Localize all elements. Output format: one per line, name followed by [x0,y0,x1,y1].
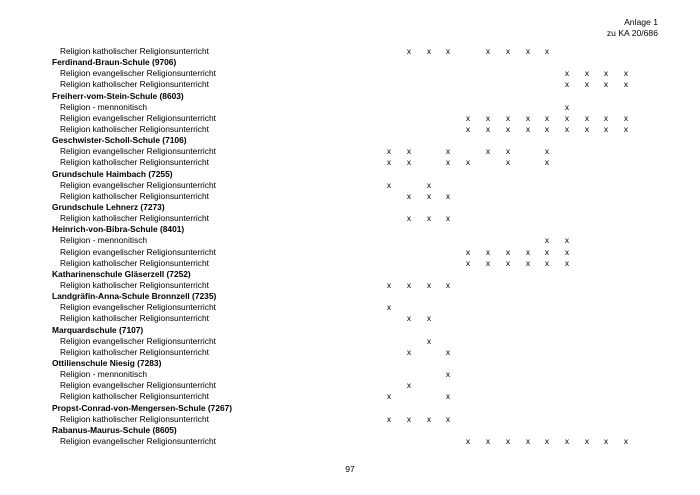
mark-x: x [445,346,451,357]
mark-x: x [505,257,511,268]
mark-x: x [406,190,412,201]
subject-row [0,68,700,79]
mark-x: x [525,257,531,268]
mark-x: x [465,157,471,168]
mark-x: x [426,179,432,190]
mark-x: x [544,123,550,134]
subject-row [0,280,700,291]
mark-x: x [623,112,629,123]
mark-x: x [426,213,432,224]
subject-label: Religion katholischer Religionsunterricht [60,157,209,168]
subject-row [0,247,700,258]
mark-x: x [465,112,471,123]
mark-x: x [485,246,491,257]
mark-x: x [623,79,629,90]
subject-label: Religion - mennonitisch [60,369,148,380]
mark-x: x [406,146,412,157]
mark-x: x [445,46,451,56]
mark-x: x [525,123,531,134]
mark-x: x [445,157,451,168]
mark-x: x [386,391,392,402]
mark-x: x [544,235,550,246]
school-heading-row [0,325,700,336]
subject-label: Religion katholischer Religionsunterricht [60,257,209,268]
school-heading-row [0,403,700,414]
header-line-1: Anlage 1 [624,17,658,27]
school-name: Landgräfin-Anna-Schule Bronnzell (7235) [52,291,217,302]
mark-x: x [525,246,531,257]
mark-x: x [465,435,471,446]
mark-x: x [386,146,392,157]
mark-x: x [603,112,609,123]
subject-row [0,235,700,246]
subject-label: Religion katholischer Religionsunterricht [60,413,209,424]
mark-x: x [406,157,412,168]
mark-x: x [544,257,550,268]
subject-row [0,213,700,224]
mark-x: x [544,46,550,56]
school-name: Ottilienschule Niesig (7283) [52,357,162,368]
mark-x: x [505,435,511,446]
mark-x: x [406,213,412,224]
subject-row [0,191,700,202]
school-name: Heinrich-von-Bibra-Schule (8401) [52,224,185,235]
mark-x: x [564,112,570,123]
subject-label: Religion evangelischer Religionsunterricht [60,179,216,190]
page-header [607,17,658,39]
subject-row [0,46,700,57]
mark-x: x [505,112,511,123]
mark-x: x [386,413,392,424]
mark-x: x [505,246,511,257]
mark-x: x [445,413,451,424]
school-heading-row [0,358,700,369]
mark-x: x [485,257,491,268]
subject-row [0,302,700,313]
mark-x: x [603,123,609,134]
mark-x: x [426,46,432,56]
subject-label: Religion evangelischer Religionsunterricht [60,302,216,313]
subject-label: Religion evangelischer Religionsunterricht [60,335,216,346]
subject-row [0,157,700,168]
subject-label: Religion katholischer Religionsunterricht [60,313,209,324]
mark-x: x [386,302,392,313]
mark-x: x [544,146,550,157]
subject-label: Religion evangelischer Religionsunterricht [60,435,216,446]
page-number: 97 [345,464,355,474]
school-name: Marquardschule (7107) [52,324,144,335]
mark-x: x [544,435,550,446]
mark-x: x [603,68,609,79]
mark-x: x [505,46,511,56]
mark-x: x [445,213,451,224]
mark-x: x [603,435,609,446]
mark-x: x [406,46,412,56]
school-heading-row [0,202,700,213]
mark-x: x [623,123,629,134]
mark-x: x [445,391,451,402]
subject-label: Religion - mennonitisch [60,235,148,246]
subject-label: Religion katholischer Religionsunterricht [60,123,209,134]
subject-row [0,124,700,135]
school-name: Rabanus-Maurus-Schule (8605) [52,424,177,435]
subject-row [0,180,700,191]
school-name: Geschwister-Scholl-Schule (7106) [52,135,187,146]
subject-label: Religion katholischer Religionsunterricht [60,391,209,402]
mark-x: x [465,257,471,268]
mark-x: x [426,190,432,201]
subject-row [0,79,700,90]
mark-x: x [623,68,629,79]
school-heading-row [0,224,700,235]
mark-x: x [445,146,451,157]
subject-label: Religion evangelischer Religionsunterricht [60,380,216,391]
mark-x: x [485,46,491,56]
subject-label: Religion katholischer Religionsunterricht [60,190,209,201]
mark-x: x [525,46,531,56]
mark-x: x [406,380,412,391]
mark-x: x [564,101,570,112]
mark-x: x [505,123,511,134]
mark-x: x [406,346,412,357]
subject-label: Religion katholischer Religionsunterricht [60,279,209,290]
school-table [0,46,700,447]
subject-label: Religion evangelischer Religionsunterricht [60,146,216,157]
mark-x: x [426,413,432,424]
school-name: Grundschule Lehnerz (7273) [52,201,165,212]
mark-x: x [386,179,392,190]
mark-x: x [445,190,451,201]
school-heading-row [0,135,700,146]
subject-row [0,113,700,124]
subject-row [0,146,700,157]
mark-x: x [386,279,392,290]
mark-x: x [564,123,570,134]
mark-x: x [564,246,570,257]
mark-x: x [584,79,590,90]
school-heading-row [0,91,700,102]
mark-x: x [485,112,491,123]
mark-x: x [406,413,412,424]
mark-x: x [564,79,570,90]
subject-row [0,391,700,402]
mark-x: x [386,157,392,168]
mark-x: x [525,435,531,446]
subject-row [0,336,700,347]
mark-x: x [485,123,491,134]
mark-x: x [426,335,432,346]
mark-x: x [485,435,491,446]
school-heading-row [0,425,700,436]
school-name: Grundschule Haimbach (7255) [52,168,173,179]
mark-x: x [465,246,471,257]
school-name: Propst-Conrad-von-Mengersen-Schule (7267) [52,402,233,413]
mark-x: x [505,157,511,168]
subject-label: Religion evangelischer Religionsunterricht [60,68,216,79]
mark-x: x [564,257,570,268]
school-name: Freiherr-vom-Stein-Schule (8603) [52,90,184,101]
subject-row [0,380,700,391]
mark-x: x [406,279,412,290]
subject-label: Religion katholischer Religionsunterricht [60,346,209,357]
subject-row [0,347,700,358]
subject-row [0,369,700,380]
mark-x: x [445,369,451,380]
subject-row [0,258,700,269]
subject-label: Religion evangelischer Religionsunterricht [60,112,216,123]
mark-x: x [505,146,511,157]
school-name: Ferdinand-Braun-Schule (9706) [52,57,177,68]
subject-row [0,102,700,113]
subject-label: Religion katholischer Religionsunterricht [60,46,209,56]
mark-x: x [525,112,531,123]
mark-x: x [445,279,451,290]
mark-x: x [485,146,491,157]
mark-x: x [584,112,590,123]
mark-x: x [584,123,590,134]
subject-label: Religion katholischer Religionsunterricht [60,79,209,90]
header-line-2: zu KA 20/686 [606,28,658,38]
subject-row [0,313,700,324]
mark-x: x [426,313,432,324]
mark-x: x [603,79,609,90]
subject-row [0,436,700,447]
mark-x: x [426,279,432,290]
subject-label: Religion - mennonitisch [60,101,148,112]
subject-label: Religion katholischer Religionsunterricht [60,213,209,224]
mark-x: x [564,435,570,446]
mark-x: x [465,123,471,134]
subject-label: Religion evangelischer Religionsunterricht [60,246,216,257]
mark-x: x [584,68,590,79]
school-heading-row [0,269,700,280]
mark-x: x [564,68,570,79]
school-heading-row [0,169,700,180]
school-heading-row [0,57,700,68]
mark-x: x [406,313,412,324]
school-name: Katharinenschule Gläserzell (7252) [52,268,191,279]
mark-x: x [584,435,590,446]
school-heading-row [0,291,700,302]
mark-x: x [544,112,550,123]
mark-x: x [544,157,550,168]
mark-x: x [544,246,550,257]
mark-x: x [564,235,570,246]
subject-row [0,414,700,425]
mark-x: x [623,435,629,446]
